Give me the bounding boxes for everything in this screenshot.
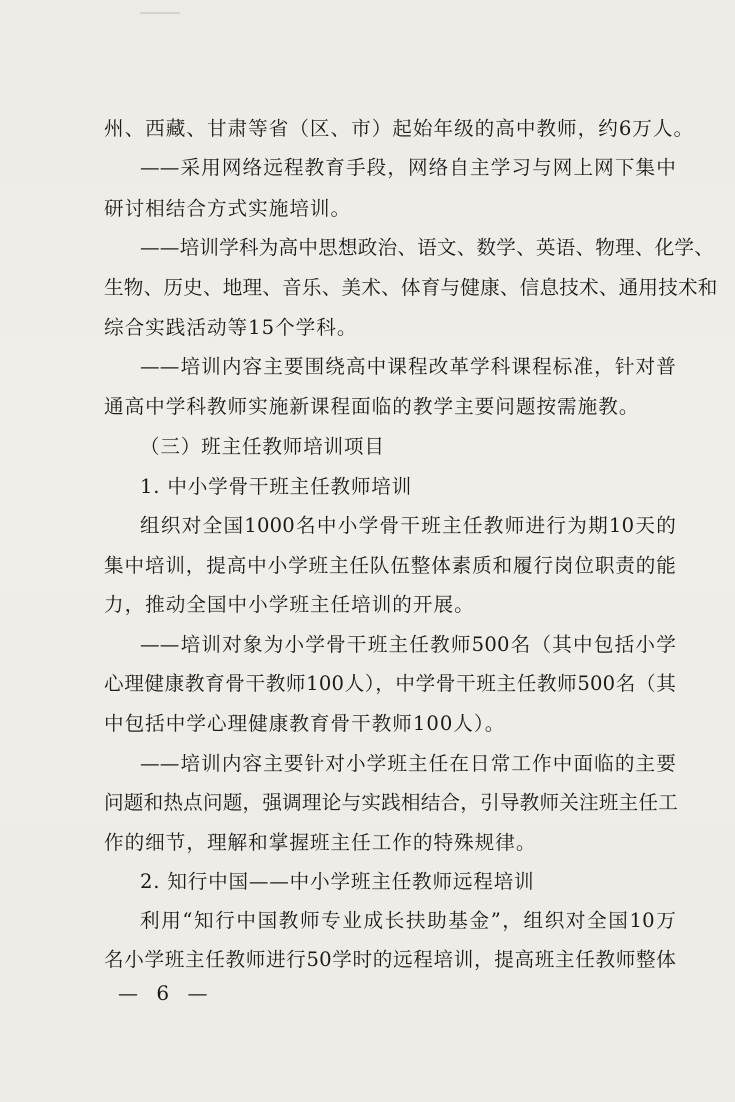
scan-mark bbox=[140, 12, 180, 14]
body-line: 心理健康教育骨干教师100人），中学骨干班主任教师500名（其 bbox=[104, 672, 676, 695]
page-number: — 6 — bbox=[118, 981, 214, 1005]
body-line: 问题和热点问题，强调理论与实践相结合，引导教师关注班主任工 bbox=[104, 791, 679, 814]
section-heading: （三）班主任教师培训项目 bbox=[140, 435, 385, 458]
subsection-heading: 1. 中小学骨干班主任教师培训 bbox=[140, 475, 413, 498]
body-line: ——培训内容主要针对小学班主任在日常工作中面临的主要 bbox=[140, 752, 676, 775]
body-line: 集中培训，提高中小学班主任队伍整体素质和履行岗位职责的能 bbox=[104, 554, 676, 577]
body-line: 力，推动全国中小学班主任培训的开展。 bbox=[104, 593, 475, 616]
body-line: 利用“知行中国教师专业成长扶助基金”，组织对全国10万 bbox=[140, 909, 676, 932]
body-line: ——采用网络远程教育手段，网络自主学习与网上网下集中 bbox=[140, 156, 676, 179]
body-line: 中包括中学心理健康教育骨干教师100人）。 bbox=[104, 712, 506, 735]
body-line: 组织对全国1000名中小学骨干班主任教师进行为期10天的 bbox=[140, 514, 676, 537]
body-line: 生物、历史、地理、音乐、美术、体育与健康、信息技术、通用技术和 bbox=[104, 276, 718, 299]
body-line: 名小学班主任教师进行50学时的远程培训，提高班主任教师整体 bbox=[104, 948, 676, 971]
body-line: ——培训对象为小学骨干班主任教师500名（其中包括小学 bbox=[140, 633, 676, 656]
body-line: ——培训内容主要围绕高中课程改革学科课程标准，针对普 bbox=[140, 355, 676, 378]
body-line: 州、西藏、甘肃等省（区、市）起始年级的高中教师，约6万人。 bbox=[104, 117, 695, 140]
body-line: 研讨相结合方式实施培训。 bbox=[104, 197, 352, 220]
body-line: 综合实践活动等15个学科。 bbox=[104, 316, 358, 339]
body-line: 通高中学科教师实施新课程面临的教学主要问题按需施教。 bbox=[104, 395, 640, 418]
body-line: 作的细节，理解和掌握班主任工作的特殊规律。 bbox=[104, 831, 537, 854]
subsection-heading: 2. 知行中国——中小学班主任教师远程培训 bbox=[140, 870, 535, 893]
body-line: ——培训学科为高中思想政治、语文、数学、英语、物理、化学、 bbox=[140, 236, 715, 259]
